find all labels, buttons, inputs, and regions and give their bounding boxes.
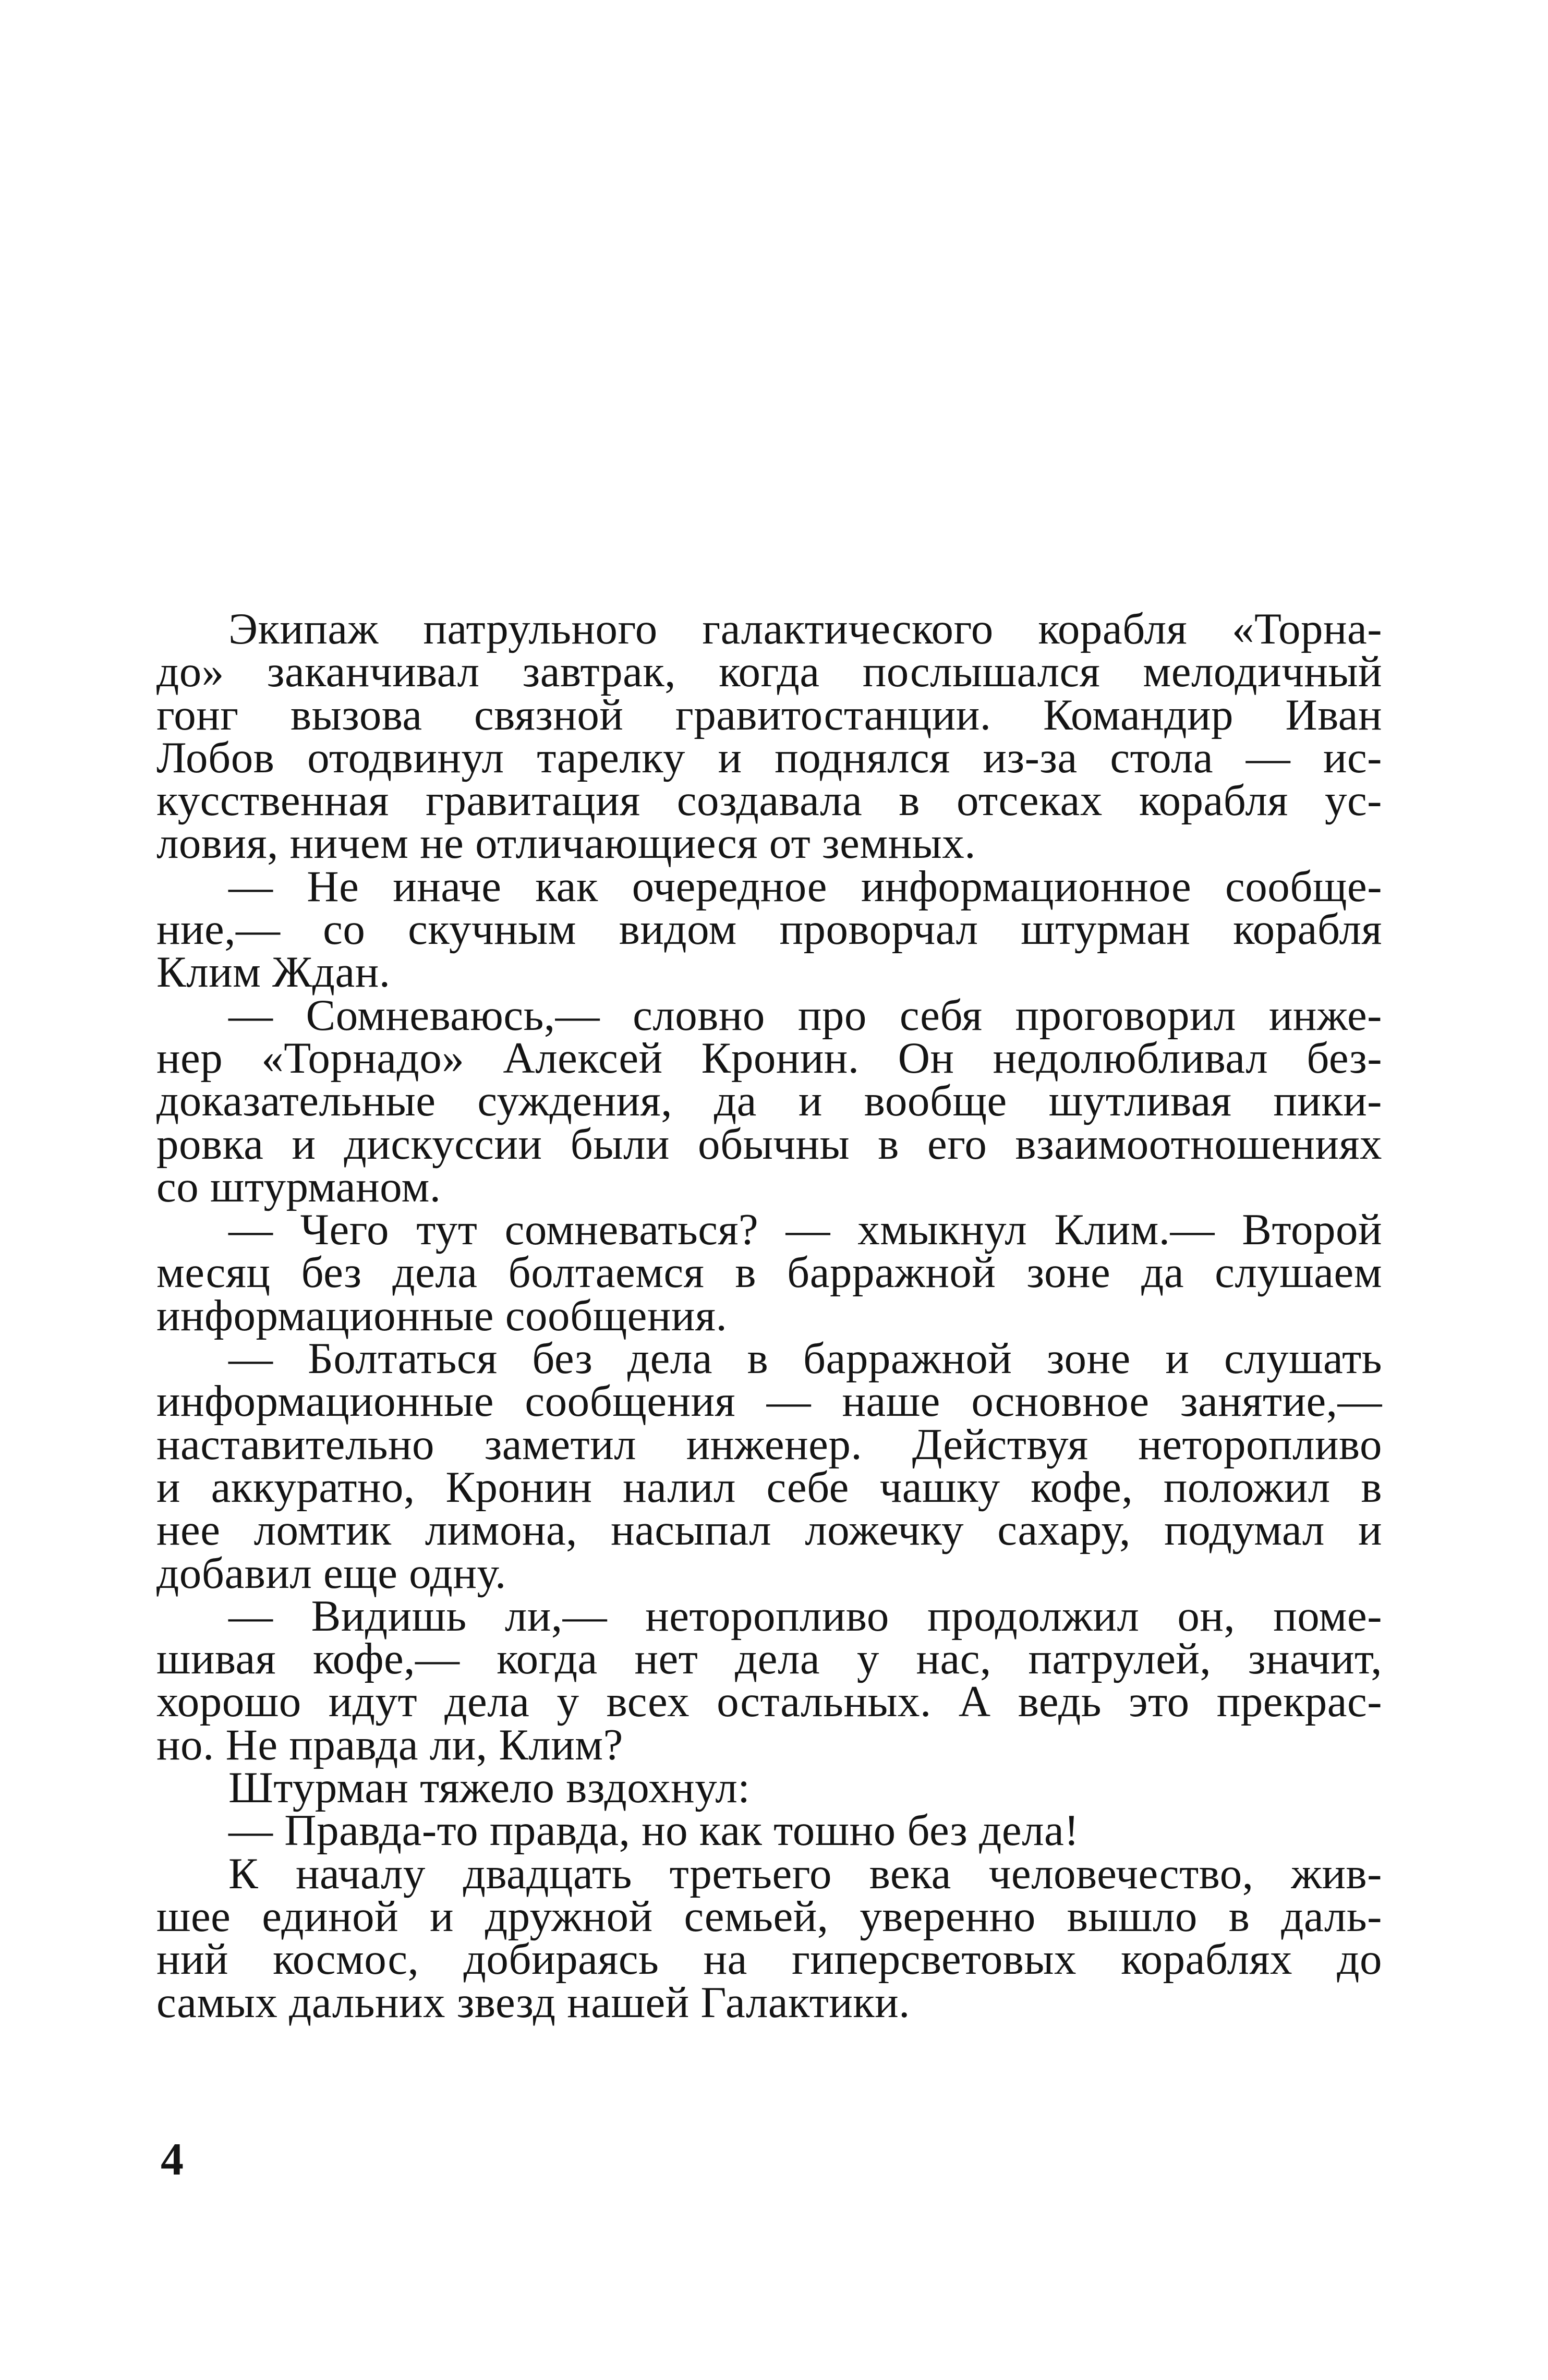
text-line: до» заканчивал завтрак, когда послышался мелодичный <box>156 647 1382 697</box>
text-line: гонг вызова связной гравитостанции. Командир Иван <box>156 690 1382 739</box>
text-line: шивая кофе,— когда нет дела у нас, патрулей, значит, <box>156 1634 1382 1684</box>
text-line: доказательные суждения, да и вообще шутливая пики- <box>156 1076 1382 1126</box>
text-line: ние,— со скучным видом проворчал штурман корабля <box>156 905 1382 954</box>
text-line: нер «Торнадо» Алексей Кронин. Он недолюбливал без- <box>156 1033 1382 1083</box>
text-line: информационные сообщения. <box>156 1291 728 1340</box>
text-line: кусственная гравитация создавала в отсеках корабля ус- <box>156 776 1382 825</box>
body-text <box>156 604 1382 2027</box>
text-line: ровка и дискуссии были обычны в его взаимоотношениях <box>156 1119 1382 1169</box>
page-number: 4 <box>161 2134 184 2185</box>
text-line: со штурманом. <box>156 1162 441 1211</box>
text-line: нее ломтик лимона, насыпал ложечку сахару, подумал и <box>156 1505 1382 1555</box>
text-line: информационные сообщения — наше основное занятие,— <box>156 1377 1382 1426</box>
text-line: Штурман тяжело вздохнул: <box>228 1763 751 1813</box>
text-line: наставительно заметил инженер. Действуя неторопливо <box>156 1419 1382 1469</box>
text-line: ловия, ничем не отличающиеся от земных. <box>156 819 976 868</box>
text-line: — Правда-то правда, но как тошно без дела! <box>228 1806 1080 1855</box>
text-line: добавил еще одну. <box>156 1548 506 1598</box>
text-line: и аккуратно, Кронин налил себе чашку кофе, положил в <box>156 1462 1382 1512</box>
text-line: — Видишь ли,— неторопливо продолжил он, поме- <box>228 1591 1382 1641</box>
text-line: но. Не правда ли, Клим? <box>156 1720 623 1769</box>
text-line: Экипаж патрульного галактического корабля «Торна- <box>228 604 1382 653</box>
text-line: Лобов отодвинул тарелку и поднялся из-за стола — ис- <box>156 733 1382 782</box>
text-line: хорошо идут дела у всех остальных. А ведь это прекрас- <box>156 1677 1382 1727</box>
text-line: — Сомневаюсь,— словно про себя проговорил инже- <box>228 990 1382 1040</box>
text-line: месяц без дела болтаемся в барражной зоне да слушаем <box>156 1248 1382 1297</box>
text-line: — Не иначе как очередное информационное сообще- <box>228 861 1382 911</box>
text-line: — Болтаться без дела в барражной зоне и слушать <box>228 1334 1382 1383</box>
text-line: самых дальних звезд нашей Галактики. <box>156 1977 910 2027</box>
text-line: шее единой и дружной семьей, уверенно вышло в даль- <box>156 1891 1382 1941</box>
text-line: Клим Ждан. <box>156 948 391 997</box>
text-line: К началу двадцать третьего века человечество, жив- <box>228 1849 1382 1898</box>
text-line: — Чего тут сомневаться? — хмыкнул Клим.— Второй <box>228 1205 1382 1255</box>
text-line: ний космос, добираясь на гиперсветовых кораблях до <box>156 1935 1382 1984</box>
